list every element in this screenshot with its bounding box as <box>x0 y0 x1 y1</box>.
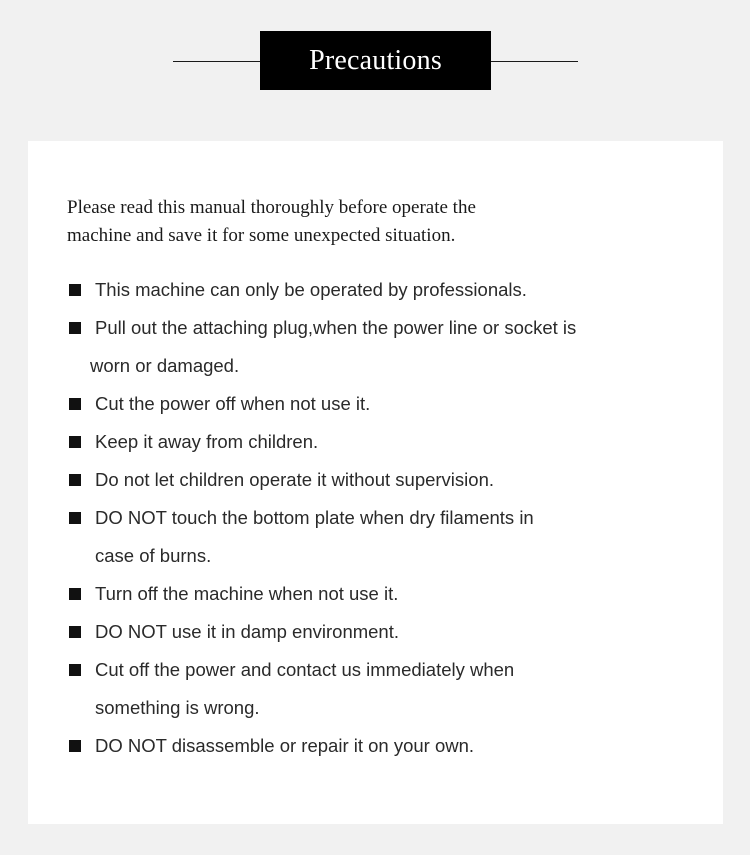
square-bullet-icon <box>69 588 81 600</box>
list-item-text: DO NOT disassemble or repair it on your own. <box>95 735 475 756</box>
square-bullet-icon <box>69 626 81 638</box>
list-item <box>69 499 709 575</box>
list-item-text-continued: something is wrong. <box>95 697 260 718</box>
list-item <box>69 727 709 765</box>
square-bullet-icon <box>69 664 81 676</box>
square-bullet-icon <box>69 436 81 448</box>
list-item <box>69 385 709 423</box>
list-item <box>69 575 709 613</box>
intro-line: machine and save it for some unexpected situation. <box>67 225 456 246</box>
header-divider-left <box>173 61 260 62</box>
square-bullet-icon <box>69 398 81 410</box>
list-item-text-continued: case of burns. <box>95 545 212 566</box>
intro-line: Please read this manual thoroughly before operate the <box>67 197 476 218</box>
list-item-text: Keep it away from children. <box>95 431 319 452</box>
list-item-text: Turn off the machine when not use it. <box>95 583 399 604</box>
list-item-text: This machine can only be operated by professionals. <box>95 279 527 300</box>
list-item <box>69 309 709 385</box>
square-bullet-icon <box>69 322 81 334</box>
list-item-text: DO NOT use it in damp environment. <box>95 621 400 642</box>
square-bullet-icon <box>69 740 81 752</box>
list-item-text: Do not let children operate it without supervision. <box>95 469 494 490</box>
list-item <box>69 423 709 461</box>
intro-text <box>67 194 587 250</box>
list-item-text: DO NOT touch the bottom plate when dry filaments in <box>95 507 534 528</box>
list-item <box>69 461 709 499</box>
list-item-text: Cut off the power and contact us immediately when <box>95 659 515 680</box>
list-item-text: Cut the power off when not use it. <box>95 393 371 414</box>
square-bullet-icon <box>69 474 81 486</box>
list-item-text-continued: worn or damaged. <box>90 355 240 376</box>
page-title: Precautions <box>260 31 491 90</box>
list-item <box>69 613 709 651</box>
square-bullet-icon <box>69 512 81 524</box>
list-item <box>69 271 709 309</box>
precautions-list <box>69 271 709 765</box>
square-bullet-icon <box>69 284 81 296</box>
list-item-text: Pull out the attaching plug,when the power line or socket is <box>95 317 577 338</box>
header-divider-right <box>491 61 578 62</box>
precautions-card <box>28 141 723 824</box>
header <box>0 31 750 90</box>
list-item <box>69 651 709 727</box>
